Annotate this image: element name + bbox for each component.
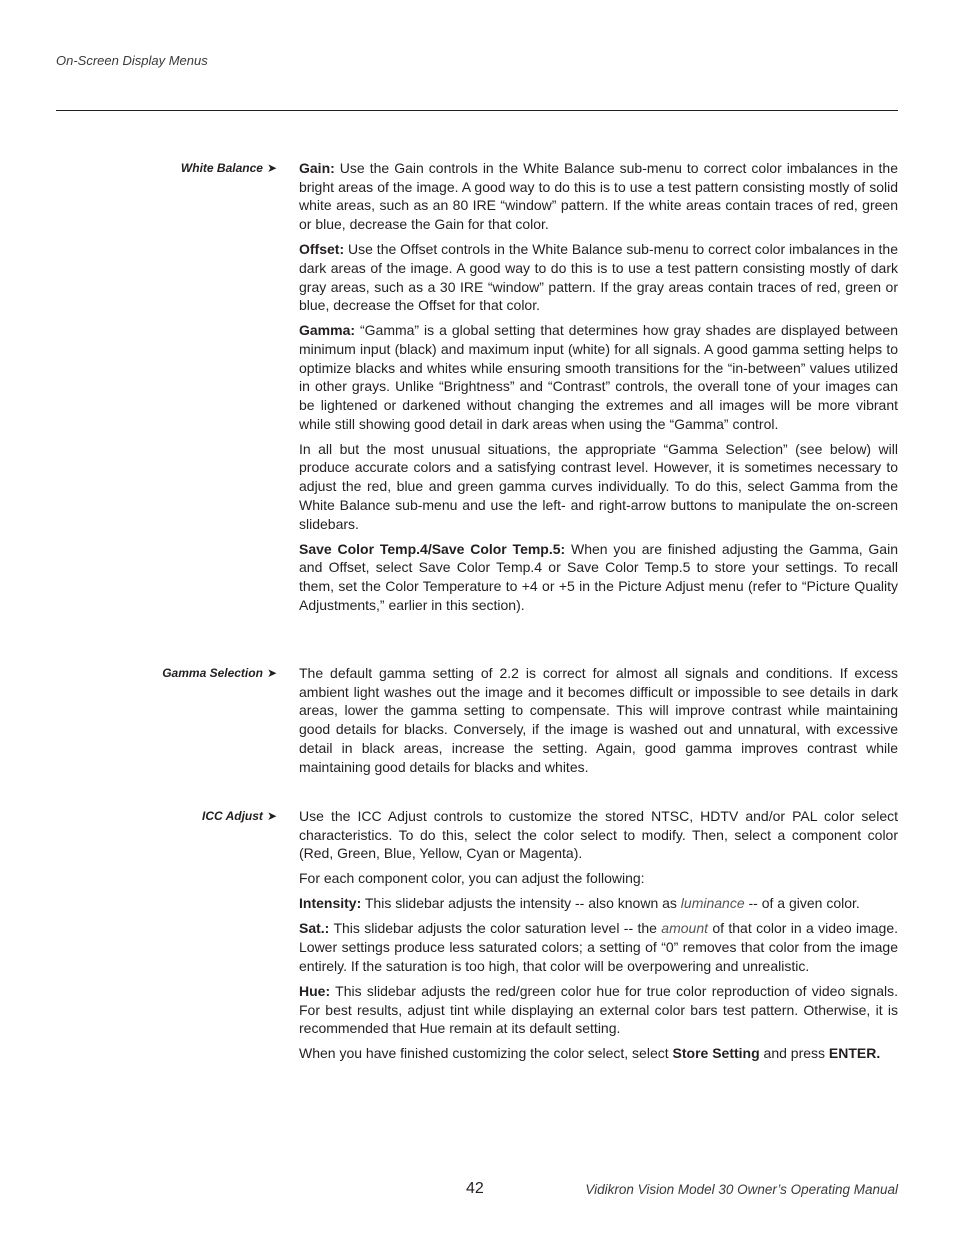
strong-text: Store Setting <box>672 1045 760 1062</box>
emphasis: luminance <box>680 895 745 912</box>
arrow-icon: ➤ <box>266 666 277 680</box>
paragraph-gamma-selection <box>299 664 898 776</box>
paragraph-gamma-note <box>299 440 898 534</box>
paragraph-text: Use the ICC Adjust controls to customize the stored NTSC, HDTV and/or PAL color select characteristics. To do this, select the color select to modify. Then, select a component color (Red, Green, Blue, Yellow, Cyan or Magenta). <box>299 808 898 862</box>
page-number: 42 <box>466 1180 484 1197</box>
section-label <box>202 809 277 823</box>
paragraph-gamma <box>299 321 898 433</box>
paragraph-text: When you have finished customizing the color select, select <box>299 1045 673 1062</box>
arrow-icon: ➤ <box>266 809 277 823</box>
paragraph-text: When you are finished adjusting the Gamma, Gain and Offset, select Save Color Temp.4 or Save Color Temp.5 to store your settings. To recall them, set the Color Temperature to +4 or +5 in the Picture Adjust menu (refer to “Picture Quality Adjustments,” earlier in this section). <box>299 540 898 613</box>
emphasis: amount <box>661 920 708 937</box>
paragraph-text: Use the Gain controls in the White Balance sub-menu to correct color imbalances in the bright areas of the image. A good way to do this is to use a test pattern consisting mostly of solid white areas, such as an 80 IRE “window” pattern. If the white areas contain traces of red, green or blue, decrease the Gain for that color. <box>299 160 898 233</box>
paragraph-text: of that color in a video image. Lower settings produce less saturated colors; a setting of “0” removes that color from the image entirely. If the saturation is too high, that color will be overpowering and unrealistic. <box>299 920 898 974</box>
header-rule <box>56 110 898 111</box>
section-label <box>181 161 277 175</box>
running-head: On-Screen Display Menus <box>56 53 208 68</box>
paragraph-text: The default gamma setting of 2.2 is correct for almost all signals and conditions. If excess ambient light washes out the image and it becomes difficult or impossible to see details in dark areas, lower the gamma setting to compensate. This will improve contrast while maintaining good details for blacks. Conversely, if the image is washed out and unnatural, with excessive detail in black areas, increase the setting. Again, good gamma improves contrast while maintaining good details for blacks and whites. <box>299 665 898 775</box>
term: Offset: <box>299 241 345 258</box>
paragraph-store-setting <box>299 1044 898 1063</box>
paragraph-text: -- of a given color. <box>744 895 860 912</box>
term: Gamma: <box>299 322 356 339</box>
section-label-text: White Balance <box>180 161 263 175</box>
paragraph-text: “Gamma” is a global setting that determines how gray shades are displayed between minimum input (black) and maximum input (white) for all signals. A good gamma setting helps to optimize blacks and whites while ensuring smooth transitions for the “in-between” values utilized in other grays. Unlike “Brightness” and “Contrast” controls, the overall tone of your images can be lightened or darkened without changing the extremes and all images will be more vibrant while still showing good detail in dark areas when using the “Gamma” control. <box>299 322 898 432</box>
arrow-icon: ➤ <box>266 161 277 175</box>
term: Sat.: <box>299 920 330 937</box>
paragraph-text: This slidebar adjusts the intensity -- also known as <box>361 895 681 912</box>
paragraph-text: This slidebar adjusts the color saturation level -- the <box>329 920 662 937</box>
paragraph-gain <box>299 159 898 234</box>
paragraph-text: In all but the most unusual situations, the appropriate “Gamma Selection” (see below) will produce accurate colors and a satisfying contrast level. However, it is sometimes necessary to adjust the red, blue and green gamma curves individually. To do this, select Gamma from the White Balance sub-menu and use the left- and right-arrow buttons to manipulate the on-screen slidebars. <box>299 440 898 532</box>
term: Gain: <box>299 160 335 176</box>
term: Intensity: <box>299 895 362 912</box>
paragraph-text: This slidebar adjusts the red/green color hue for true color reproduction of video signals. For best results, adjust tint while displaying an external color bars test pattern. Otherwise, it is recommended that Hue remain at its default setting. <box>299 982 898 1037</box>
paragraph-text: Use the Offset controls in the White Balance sub-menu to correct color imbalances in the dark areas of the image. A good way to do this is to use a test pattern consisting mostly of dark gray areas, such as a 30 IRE “window” pattern. If the gray areas contain traces of red, green or blue, decrease the Offset for that color. <box>299 241 898 314</box>
section-label <box>162 666 277 680</box>
section-body <box>299 807 898 1069</box>
paragraph-component-intro <box>299 869 898 888</box>
paragraph-icc-intro <box>299 807 898 863</box>
paragraph-sat <box>299 919 898 975</box>
paragraph-hue <box>299 982 898 1038</box>
section-body <box>299 664 898 783</box>
paragraph-text: For each component color, you can adjust the following: <box>299 870 645 887</box>
footer-manual-title: Vidikron Vision Model 30 Owner’s Operating Manual <box>585 1182 898 1197</box>
paragraph-save-color-temp <box>299 540 898 615</box>
strong-text: ENTER. <box>828 1045 881 1062</box>
paragraph-text: and press <box>759 1045 829 1062</box>
section-body <box>299 159 898 621</box>
paragraph-intensity <box>299 894 898 913</box>
term: Hue: <box>299 982 331 999</box>
section-label-text: Gamma Selection <box>162 666 263 680</box>
section-label-text: ICC Adjust <box>202 809 263 823</box>
term: Save Color Temp.4/Save Color Temp.5: <box>299 540 566 557</box>
paragraph-offset <box>299 240 898 315</box>
